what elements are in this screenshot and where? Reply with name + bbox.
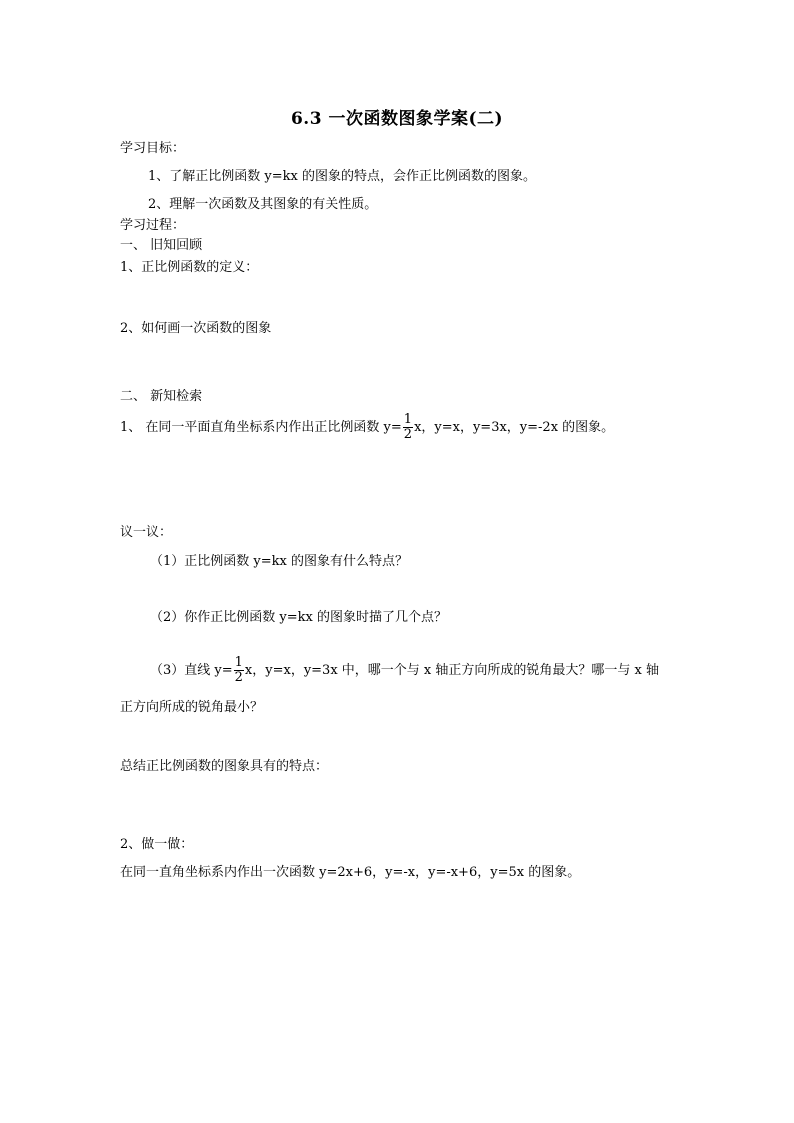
discuss-question-2: （2）你作正比例函数 y=kx 的图象时描了几个点？ xyxy=(150,610,447,625)
practice-heading: 2、做一做： xyxy=(120,837,194,852)
summary-prompt: 总结正比例函数的图象具有的特点： xyxy=(120,759,329,774)
goal-item-1: 1、了解正比例函数 y=kx 的图象的特点，会作正比例函数的图象。 xyxy=(148,169,536,184)
process-heading: 学习过程： xyxy=(120,218,186,233)
fraction-one-half xyxy=(234,656,244,685)
fraction-numerator: 1 xyxy=(234,655,243,670)
discuss-question-3-suffix: x，y=x，y=3x 中，哪一个与 x 轴正方向所成的锐角最大？哪一与 x 轴 xyxy=(244,663,659,678)
fraction-one-half xyxy=(403,413,413,442)
fraction-denominator: 2 xyxy=(403,427,413,442)
goals-heading: 学习目标： xyxy=(120,141,186,156)
review-heading: 一、 旧知回顾 xyxy=(120,238,203,253)
discuss-question-1: （1）正比例函数 y=kx 的图象有什么特点？ xyxy=(150,554,408,569)
discuss-question-3-prefix: （3）直线 y= xyxy=(150,663,233,678)
practice-question: 在同一直角坐标系内作出一次函数 y=2x+6，y=-x，y=-x+6，y=5x 的图象。 xyxy=(120,865,581,880)
discuss-heading: 议一议： xyxy=(120,525,173,540)
review-question-2: 2、如何画一次函数的图象 xyxy=(120,321,272,336)
discuss-question-3-continued: 正方向所成的锐角最小？ xyxy=(120,700,264,715)
new-question-1 xyxy=(120,413,614,442)
goal-item-2: 2、理解一次函数及其图象的有关性质。 xyxy=(148,197,378,212)
new-heading: 二、 新知检索 xyxy=(120,389,203,404)
discuss-question-3 xyxy=(150,656,659,685)
review-question-1: 1、正比例函数的定义： xyxy=(120,260,259,275)
new-question-1-suffix: x，y=x，y=3x，y=-2x 的图象。 xyxy=(414,420,615,435)
fraction-denominator: 2 xyxy=(234,670,243,685)
new-question-1-prefix: 1、 在同一平面直角坐标系内作出正比例函数 y= xyxy=(120,420,402,435)
fraction-numerator: 1 xyxy=(403,412,413,427)
page-title: 6.3 一次函数图象学案(二) xyxy=(290,109,504,129)
